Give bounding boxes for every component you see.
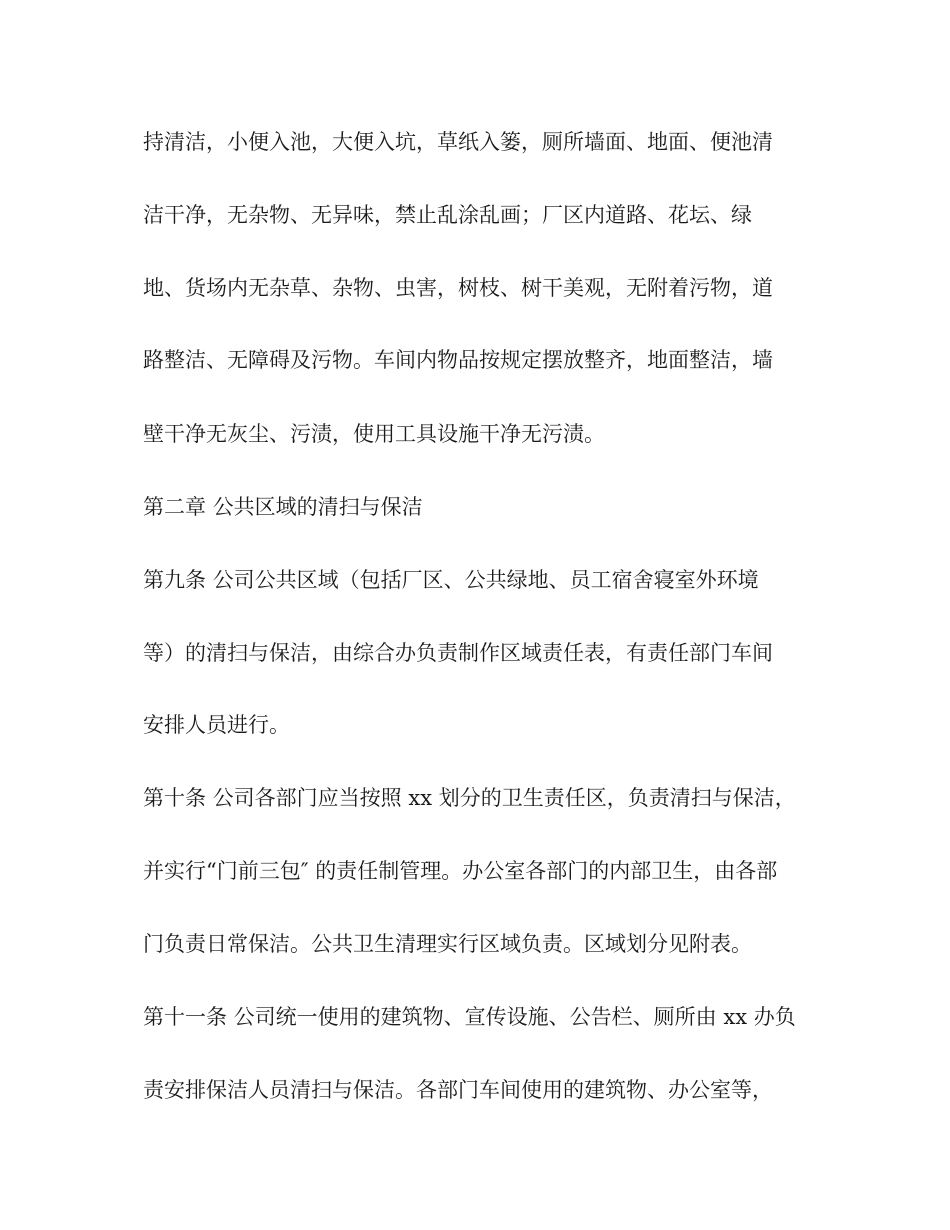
text-line: 并实行“门前三包″ 的责任制管理。办公室各部门的内部卫生，由各部 (143, 859, 778, 883)
text-line: 等）的清扫与保洁，由综合办负责制作区域责任表，有责任部门车间 (143, 641, 773, 665)
text-line: 路整洁、无障碍及污物。车间内物品按规定摆放整齐，地面整洁，墙 (143, 348, 773, 372)
chapter-heading: 第二章 公共区域的清扫与保洁 (143, 495, 423, 519)
text-line: 持清洁，小便入池，大便入坑，草纸入篓，厕所墙面、地面、便池清 (143, 130, 773, 154)
text-line: 第九条 公司公共区域（包括厂区、公共绿地、员工宿舍寝室外环境 (143, 568, 759, 592)
text-line: 安排人员进行。 (143, 713, 290, 737)
text-line: 洁干净，无杂物、无异味，禁止乱涂乱画；厂区内道路、花坛、绿 (143, 203, 752, 227)
text-line: 第十一条 公司统一使用的建筑物、宣传设施、公告栏、厕所由 xx 办负 (143, 1005, 796, 1029)
text-line: 第十条 公司各部门应当按照 xx 划分的卫生责任区，负责清扫与保洁， (143, 786, 796, 810)
text-line: 门负责日常保洁。公共卫生清理实行区域负责。区域划分见附表。 (143, 932, 752, 956)
text-line: 责安排保洁人员清扫与保洁。各部门车间使用的建筑物、办公室等， (143, 1078, 773, 1102)
text-line: 地、货场内无杂草、杂物、虫害，树枝、树干美观，无附着污物，道 (143, 276, 773, 300)
text-line: 壁干净无灰尘、污渍，使用工具设施干净无污渍。 (143, 422, 605, 446)
